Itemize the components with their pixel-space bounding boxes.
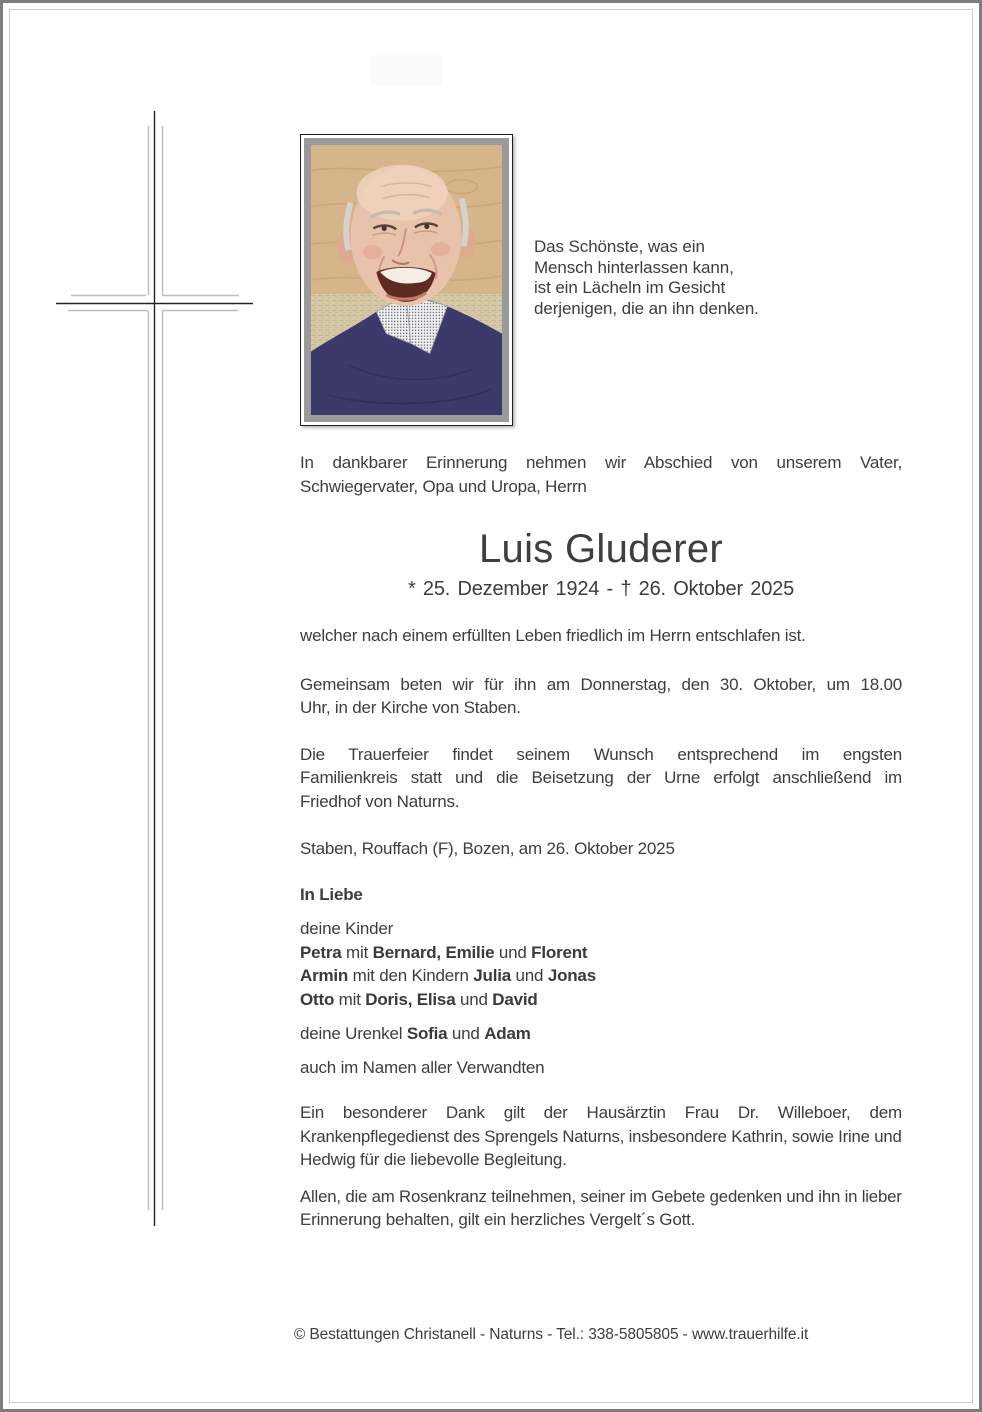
memorial-cross-icon <box>53 108 258 1233</box>
prayer-line: Uhr, in der Kirche von Staben. <box>300 698 521 717</box>
photo-and-quote-row <box>300 134 902 426</box>
faint-watermark <box>371 55 443 86</box>
closing-in-liebe: In Liebe <box>300 884 363 904</box>
portrait-photo <box>311 145 502 415</box>
intro-line: Schwiegervater, Opa und Uropa, Herrn <box>300 476 587 496</box>
life-dates: * 25. Dezember 1924 - † 26. Oktober 2025 <box>407 578 794 600</box>
child-line: Petra mit Bernard, Emilie und Florent <box>300 942 588 962</box>
rosary-paragraph <box>300 1185 902 1232</box>
farewell-line: welcher nach einem erfüllten Leben friedlich im Herrn entschlafen ist. <box>300 626 806 645</box>
great-grandchildren-line: deine Urenkel Sofia und Adam <box>300 1024 531 1043</box>
children-block <box>300 917 902 1011</box>
thanks-paragraph <box>300 1101 902 1172</box>
child-line: Armin mit den Kindern Julia und Jonas <box>300 966 596 985</box>
funeral-line: Die Trauerfeier findet seinem Wunsch entsprechend im engsten <box>300 744 902 764</box>
thanks-line: Hedwig für die liebevolle Begleitung. <box>300 1150 567 1169</box>
quote-line: ist ein Lächeln im Gesicht <box>534 278 726 298</box>
portrait-photo-mat <box>304 138 509 422</box>
announcement-intro <box>300 451 902 498</box>
memorial-quote <box>534 237 759 320</box>
quote-line: Mensch hinterlassen kann, <box>534 257 734 277</box>
funeral-line: Familienkreis statt und die Beisetzung der Urne erfolgt anschließend im <box>300 768 902 787</box>
prayer-info <box>300 673 902 720</box>
funeral-info <box>300 743 902 814</box>
intro-line: In dankbarer Erinnerung nehmen wir Abschied von unserem Vater, <box>300 453 902 472</box>
funeral-line: Friedhof von Naturns. <box>300 791 460 811</box>
footer-credit: © Bestattungen Christanell - Naturns - Tel.: 338-5805805 - www.trauerhilfe.it <box>293 1326 809 1343</box>
children-label: deine Kinder <box>300 919 394 938</box>
relatives-line: auch im Namen aller Verwandten <box>300 1057 545 1077</box>
card-content <box>300 134 902 1232</box>
rosary-line: Erinnerung behalten, gilt ein herzliches Vergelt´s Gott. <box>300 1210 696 1229</box>
portrait-photo-frame <box>300 134 513 426</box>
deceased-name: Luis Gluderer <box>478 527 724 571</box>
quote-line: Das Schönste, was ein <box>534 237 705 256</box>
thanks-line: Krankenpflegedienst des Sprengels Naturns, insbesondere Kathrin, sowie Irine und <box>300 1126 902 1146</box>
quote-line: derjenigen, die an ihn denken. <box>534 299 759 319</box>
thanks-line: Ein besonderer Dank gilt der Hausärztin Frau Dr. Willeboer, dem <box>300 1103 902 1122</box>
child-line: Otto mit Doris, Elisa und David <box>300 989 538 1009</box>
place-date-line: Staben, Rouffach (F), Bozen, am 26. Oktober 2025 <box>300 839 675 858</box>
prayer-line: Gemeinsam beten wir für ihn am Donnerstag, den 30. Oktober, um 18.00 <box>300 674 902 694</box>
rosary-line: Allen, die am Rosenkranz teilnehmen, seiner im Gebete gedenken und ihn in lieber <box>300 1186 902 1206</box>
